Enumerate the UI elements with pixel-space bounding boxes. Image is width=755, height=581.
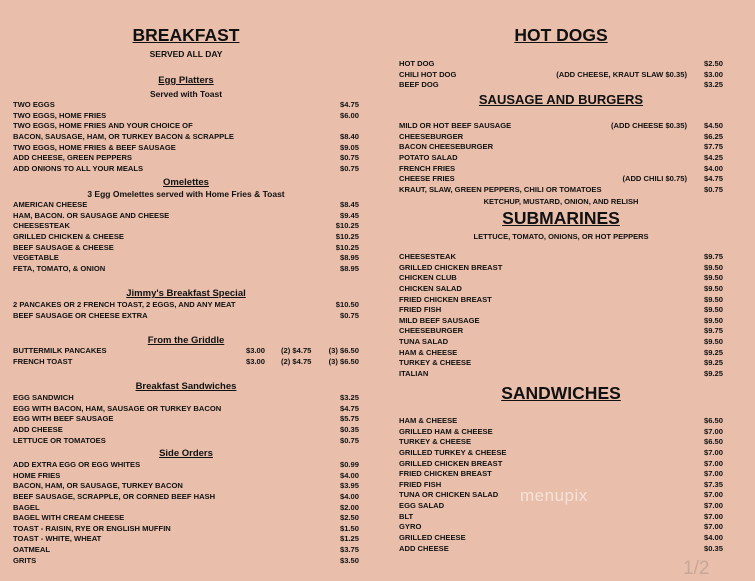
- item-name: CHICKEN SALAD: [399, 283, 462, 293]
- item-name: POTATO SALAD: [399, 152, 458, 162]
- hot-dogs-list: [399, 59, 723, 91]
- item-price: $9.75: [703, 326, 723, 336]
- menu-item: [399, 358, 723, 369]
- item-name: GRILLED CHICKEN BREAST: [399, 262, 503, 272]
- menu-item: [399, 316, 723, 327]
- item-name: GRILLED TURKEY & CHEESE: [399, 447, 507, 457]
- item-price: $4.00: [703, 533, 723, 543]
- item-price: $7.35: [703, 479, 723, 489]
- item-name: MILD BEEF SAUSAGE: [399, 315, 480, 325]
- special-title: Jimmy's Breakfast Special: [126, 288, 246, 299]
- sausage-burgers-list: [399, 121, 723, 195]
- item-price: $1.25: [339, 534, 359, 544]
- egg-platters-title: Egg Platters: [158, 75, 214, 86]
- item-name: CHEESE FRIES: [399, 174, 455, 184]
- item-name: GRITS: [13, 555, 37, 565]
- menu-item: [399, 544, 723, 555]
- item-name: EGG WITH BEEF SAUSAGE: [13, 414, 114, 424]
- menu-item: [13, 243, 359, 254]
- griddle-list: [13, 346, 359, 367]
- item-price: $4.75: [339, 100, 359, 109]
- item-name: TWO EGGS: [13, 100, 55, 109]
- menu-item: [13, 221, 359, 232]
- omelettes-title: Omelettes: [163, 177, 209, 188]
- item-price: $10.50: [335, 300, 359, 309]
- menu-item: [13, 200, 359, 211]
- menu-item: [399, 121, 723, 132]
- item-name: BLT: [399, 511, 414, 521]
- menu-item: [13, 121, 359, 132]
- item-name: ADD CHEESE, GREEN PEPPERS: [13, 153, 132, 163]
- menu-item: [399, 416, 723, 427]
- item-name: TWO EGGS, HOME FRIES: [13, 110, 107, 120]
- item-name: FRIED FISH: [399, 305, 442, 315]
- menu-item: [13, 100, 359, 111]
- item-price: $7.00: [703, 501, 723, 511]
- menu-item: [399, 284, 723, 295]
- price-double: (2) $4.75: [281, 356, 312, 366]
- item-price: $10.25: [335, 231, 359, 241]
- item-name: BEEF SAUSAGE, SCRAPPLE, OR CORNED BEEF HASH: [13, 491, 216, 501]
- side-orders-list: [13, 460, 359, 566]
- item-name: HAM & CHEESE: [399, 416, 458, 425]
- menu-item: [13, 425, 359, 436]
- item-price: $10.25: [335, 221, 359, 231]
- menu-item: [399, 132, 723, 143]
- item-name: BEEF SAUSAGE OR CHEESE EXTRA: [13, 310, 148, 320]
- menu-item: [13, 300, 359, 311]
- menu-item: [13, 513, 359, 524]
- item-price: $7.75: [703, 142, 723, 152]
- item-price: $3.25: [703, 80, 723, 90]
- item-price: $9.50: [703, 262, 723, 272]
- item-price: $6.50: [703, 437, 723, 447]
- breakfast-sandwiches-list: [13, 393, 359, 446]
- price-single: $3.00: [246, 356, 266, 366]
- item-price: $9.50: [703, 337, 723, 347]
- item-price: $7.00: [703, 490, 723, 500]
- item-addon: (ADD CHEESE $0.35): [611, 121, 687, 130]
- item-name: BACON CHEESEBURGER: [399, 142, 494, 152]
- item-name: TOAST - RAISIN, RYE OR ENGLISH MUFFIN: [13, 523, 171, 533]
- menu-item: [13, 253, 359, 264]
- menu-item: [13, 211, 359, 222]
- item-price: $9.50: [703, 273, 723, 283]
- item-price: $0.35: [339, 424, 359, 434]
- item-price: $0.99: [339, 460, 359, 469]
- menu-item: [13, 111, 359, 122]
- menu-item: [399, 80, 723, 91]
- item-price: $6.50: [703, 416, 723, 425]
- item-price: $3.50: [339, 555, 359, 565]
- item-name: EGG SANDWICH: [13, 393, 74, 402]
- menu-item: [399, 174, 723, 185]
- item-name: FRIED FISH: [399, 479, 442, 489]
- menu-item: [13, 311, 359, 322]
- item-price: $2.50: [339, 513, 359, 523]
- item-price: $4.00: [703, 163, 723, 173]
- item-name: BUTTERMILK PANCAKES: [13, 346, 107, 355]
- item-price: $2.00: [339, 502, 359, 512]
- menu-item: [13, 545, 359, 556]
- item-price: $6.25: [703, 131, 723, 141]
- item-name: TWO EGGS, HOME FRIES & BEEF SAUSAGE: [13, 142, 176, 152]
- condiments-note: KETCHUP, MUSTARD, ONION, AND RELISH: [483, 197, 639, 206]
- menu-item: [13, 556, 359, 567]
- menu-item: [399, 427, 723, 438]
- item-name: ADD CHEESE: [13, 424, 63, 434]
- menu-item: [399, 533, 723, 544]
- item-price: $0.75: [339, 163, 359, 173]
- item-name: BAGEL WITH CREAM CHEESE: [13, 513, 125, 523]
- item-name: EGG SALAD: [399, 501, 445, 511]
- item-name: BACON, SAUSAGE, HAM, OR TURKEY BACON & SCRAPPLE: [13, 131, 234, 141]
- submarines-title: SUBMARINES: [502, 208, 620, 228]
- menu-item: [399, 153, 723, 164]
- menu-item: [399, 252, 723, 263]
- item-price: $7.00: [703, 511, 723, 521]
- menu-item: [13, 264, 359, 275]
- item-name: CHEESEBURGER: [399, 131, 464, 141]
- item-price: $0.75: [339, 310, 359, 320]
- special-list: [13, 300, 359, 321]
- menu-item: [13, 232, 359, 243]
- item-name: EGG WITH BACON, HAM, SAUSAGE OR TURKEY BACON: [13, 403, 222, 413]
- menu-item: [399, 326, 723, 337]
- item-addon: (ADD CHILI $0.75): [622, 174, 687, 184]
- item-price: $10.25: [335, 242, 359, 252]
- item-name: KRAUT, SLAW, GREEN PEPPERS, CHILI OR TOMATOES: [399, 184, 602, 194]
- menu-item: [399, 469, 723, 480]
- item-name: TUNA SALAD: [399, 337, 449, 347]
- menu-item: [399, 369, 723, 380]
- item-name: OATMEAL: [13, 545, 50, 555]
- item-name: ADD ONIONS TO ALL YOUR MEALS: [13, 163, 144, 173]
- item-name: GRILLED HAM & CHEESE: [399, 426, 493, 436]
- menu-item: [13, 414, 359, 425]
- menu-item: [13, 357, 359, 368]
- item-price: $3.75: [339, 545, 359, 555]
- item-name: GRILLED CHEESE: [399, 533, 466, 543]
- breakfast-title: BREAKFAST: [132, 25, 240, 45]
- menu-item: [13, 164, 359, 175]
- item-name: HAM & CHEESE: [399, 347, 458, 357]
- menu-item: [399, 142, 723, 153]
- item-price: $1.50: [339, 523, 359, 533]
- menu-item: [399, 448, 723, 459]
- menu-item: [13, 534, 359, 545]
- menu-item: [13, 481, 359, 492]
- item-name: FRIED CHICKEN BREAST: [399, 294, 492, 304]
- item-price: $0.35: [703, 543, 723, 553]
- breakfast-sandwiches-title: Breakfast Sandwiches: [135, 381, 237, 392]
- item-name: MILD OR HOT BEEF SAUSAGE: [399, 121, 512, 130]
- item-name: CHICKEN CLUB: [399, 273, 457, 283]
- item-price: $4.75: [703, 174, 723, 184]
- item-price: $9.50: [703, 294, 723, 304]
- item-price: $5.75: [339, 414, 359, 424]
- item-name: GYRO: [399, 522, 422, 532]
- menu-item: [13, 346, 359, 357]
- menu-item: [13, 132, 359, 143]
- item-name: FRENCH FRIES: [399, 163, 456, 173]
- item-price: $9.50: [703, 305, 723, 315]
- menu-item: [399, 305, 723, 316]
- item-name: TOAST - WHITE, WHEAT: [13, 534, 102, 544]
- item-price: $8.45: [339, 200, 359, 209]
- sausage-burgers-title: SAUSAGE AND BURGERS: [478, 92, 644, 107]
- item-price: $9.05: [339, 142, 359, 152]
- submarines-subtitle: LETTUCE, TOMATO, ONIONS, OR HOT PEPPERS: [473, 232, 649, 241]
- item-price: $9.75: [703, 252, 723, 261]
- menu-item: [13, 404, 359, 415]
- menu-item: [399, 295, 723, 306]
- item-price: $9.50: [703, 283, 723, 293]
- item-price: $4.00: [339, 491, 359, 501]
- menu-item: [13, 436, 359, 447]
- item-name: ADD EXTRA EGG OR EGG WHITES: [13, 460, 141, 469]
- menu-item: [399, 459, 723, 470]
- price-single: $3.00: [246, 346, 266, 355]
- menu-item: [399, 273, 723, 284]
- item-price: $9.25: [703, 358, 723, 368]
- item-price: $0.75: [339, 153, 359, 163]
- item-name: LETTUCE OR TOMATOES: [13, 435, 106, 445]
- item-name: CHILI HOT DOG: [399, 69, 457, 79]
- menu-item: [399, 263, 723, 274]
- item-name: HOME FRIES: [13, 470, 61, 480]
- item-price: $8.95: [339, 263, 359, 273]
- hot-dogs-title: HOT DOGS: [514, 25, 608, 45]
- item-price: $3.00: [703, 69, 723, 79]
- item-price: $6.00: [339, 110, 359, 120]
- menu-item: [399, 70, 723, 81]
- item-price: $4.50: [703, 121, 723, 130]
- menu-item: [399, 437, 723, 448]
- menu-item: [399, 337, 723, 348]
- menu-item: [399, 59, 723, 70]
- item-name: CHEESEBURGER: [399, 326, 464, 336]
- item-name: AMERICAN CHEESE: [13, 200, 88, 209]
- menu-item: [13, 460, 359, 471]
- menu-item: [399, 185, 723, 196]
- price-triple: (3) $6.50: [328, 346, 359, 355]
- omelettes-list: [13, 200, 359, 274]
- omelettes-subtitle: 3 Egg Omelettes served with Home Fries & Toast: [87, 189, 285, 199]
- item-price: $9.45: [339, 210, 359, 220]
- item-name: GRILLED CHICKEN & CHEESE: [13, 231, 124, 241]
- item-name: BAGEL: [13, 502, 40, 512]
- item-name: HAM, BACON. OR SAUSAGE AND CHEESE: [13, 210, 170, 220]
- price-double: (2) $4.75: [281, 346, 312, 355]
- item-name: VEGETABLE: [13, 253, 59, 263]
- item-price: $8.95: [339, 253, 359, 263]
- sandwiches-title: SANDWICHES: [501, 383, 621, 403]
- item-price: $7.00: [703, 522, 723, 532]
- item-name: GRILLED CHICKEN BREAST: [399, 458, 503, 468]
- item-name: ITALIAN: [399, 369, 429, 379]
- menu-item: [13, 143, 359, 154]
- item-name: FRIED CHICKEN BREAST: [399, 469, 492, 479]
- item-price: $0.75: [703, 184, 723, 194]
- item-name: HOT DOG: [399, 59, 435, 68]
- page-number: 1/2: [683, 558, 710, 579]
- item-name: 2 PANCAKES OR 2 FRENCH TOAST, 2 EGGS, AND ANY MEAT: [13, 300, 236, 309]
- menu-item: [13, 153, 359, 164]
- menu-item: [13, 492, 359, 503]
- price-triple: (3) $6.50: [328, 356, 359, 366]
- item-price: $2.50: [703, 59, 723, 68]
- side-orders-title: Side Orders: [159, 448, 213, 459]
- item-name: CHEESESTEAK: [13, 221, 70, 231]
- item-name: TUNA OR CHICKEN SALAD: [399, 490, 499, 500]
- submarines-list: [399, 252, 723, 380]
- item-name: BEEF DOG: [399, 80, 439, 90]
- item-price: $9.50: [703, 315, 723, 325]
- item-addon: (ADD CHEESE, KRAUT SLAW $0.35): [556, 69, 687, 79]
- item-price: $7.00: [703, 469, 723, 479]
- item-name: FRENCH TOAST: [13, 356, 73, 366]
- menu-item: [399, 512, 723, 523]
- menu-item: [13, 524, 359, 535]
- item-price: $7.00: [703, 447, 723, 457]
- griddle-title: From the Griddle: [147, 335, 225, 346]
- egg-platters-subtitle: Served with Toast: [149, 89, 223, 99]
- item-price: $9.25: [703, 369, 723, 379]
- item-name: TURKEY & CHEESE: [399, 437, 472, 447]
- item-price: $4.00: [339, 470, 359, 480]
- menu-item: [399, 164, 723, 175]
- item-name: TURKEY & CHEESE: [399, 358, 472, 368]
- item-price: $9.25: [703, 347, 723, 357]
- item-price: $4.25: [703, 152, 723, 162]
- menu-item: [13, 503, 359, 514]
- menu-item: [13, 471, 359, 482]
- item-price: $4.75: [339, 403, 359, 413]
- item-price: $3.95: [339, 481, 359, 491]
- item-price: $0.75: [339, 435, 359, 445]
- item-name: BEEF SAUSAGE & CHEESE: [13, 242, 114, 252]
- item-name: BACON, HAM, OR SAUSAGE, TURKEY BACON: [13, 481, 183, 491]
- menu-item: [399, 522, 723, 533]
- menu-item: [399, 348, 723, 359]
- item-price: $7.00: [703, 426, 723, 436]
- egg-platters-list: [13, 100, 359, 174]
- item-name: TWO EGGS, HOME FRIES AND YOUR CHOICE OF: [13, 121, 193, 131]
- breakfast-subtitle: SERVED ALL DAY: [149, 49, 223, 59]
- item-price: $7.00: [703, 458, 723, 468]
- item-name: CHEESESTEAK: [399, 252, 456, 261]
- item-price: $3.25: [339, 393, 359, 402]
- item-name: FETA, TOMATO, & ONION: [13, 263, 106, 273]
- menu-item: [13, 393, 359, 404]
- item-price: $8.40: [339, 131, 359, 141]
- menupix-watermark: menupix: [520, 486, 588, 505]
- item-name: ADD CHEESE: [399, 543, 449, 553]
